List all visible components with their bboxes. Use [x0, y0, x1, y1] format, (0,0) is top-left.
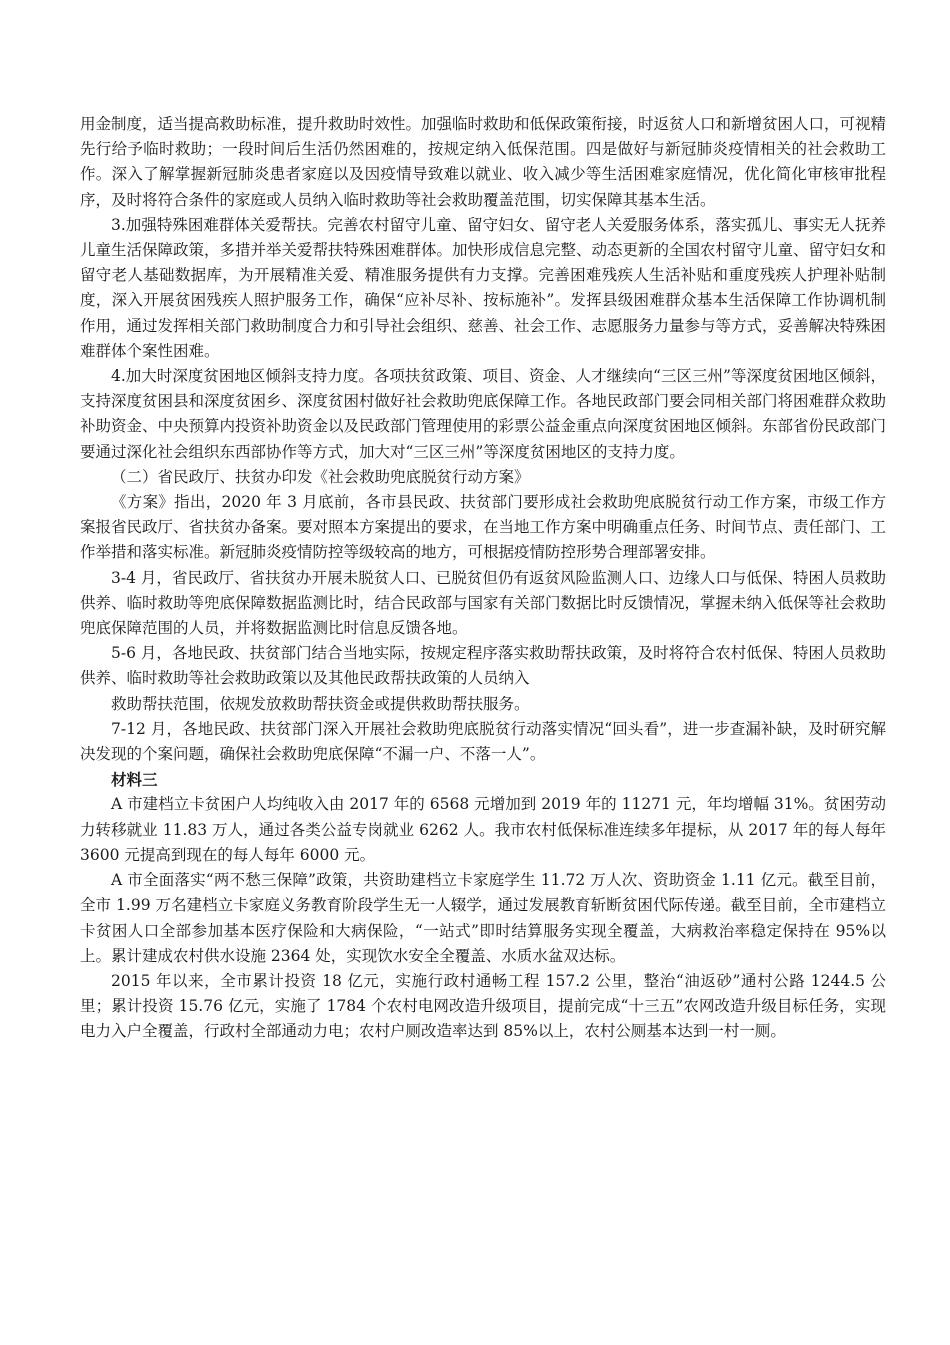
paragraph-may-june-continued: 救助帮扶范围，依规发放救助帮扶资金或提供救助帮扶服务。	[111, 694, 530, 713]
section-heading-action-plan: （二）省民政厅、扶贫办印发《社会救助兜底脱贫行动方案》	[111, 467, 530, 486]
paragraph-may-june: 5-6 月，各地民政、扶贫部门结合当地实际，按规定程序落实救助帮扶政策，及时将符合农村低保、特困人员救助供养、临时救助等社会救助政策以及其他民政帮扶政策的人员纳入	[80, 644, 886, 688]
paragraph-two-no-worries: A 市全面落实“两不愁三保障”政策，共资助建档立卡家庭学生 11.72 万人次、资助资金 1.11 亿元。截至目前，全市 1.99 万名建档立卡家庭义务教育阶段学生无一人辍学，通过发展教育斩断贫困代际传递。截至目前，全市建档立卡贫困人口全部参加基本医疗保险和大病保险，“一站式”即时结算服务实现全覆盖，大病救治率稳定保持在 95%以上。累计建成农村供水设施 2364 处，实现饮水安全全覆盖、水质水盆双达标。	[80, 871, 886, 965]
paragraph-july-december: 7-12 月，各地民政、扶贫部门深入开展社会救助兜底脱贫行动落实情况“回头看”，进一步查漏补缺，及时研究解决发现的个案问题，确保社会救助兜底保障“不漏一户、不落一人”。	[80, 719, 886, 764]
paragraph-income-growth: A 市建档立卡贫困户人均纯收入由 2017 年的 6568 元增加到 2019 年的 11271 元，年均增幅 31%。贫困劳动力转移就业 11.83 万人，通过各类公益专岗就业 6262 人。我市农村低保标准连续多年提标，从 2017 年的每人每年 3600 元提高到现在的每人每年 6000 元。	[80, 795, 886, 864]
paragraph-march-april: 3-4 月，省民政厅、省扶贫办开展未脱贫人口、已脱贫但仍有返贫风险监测人口、边缘人口与低保、特困人员救助供养、临时救助等兜底保障数据监测比时，结合民政部与国家有关部门数据比时反馈情况，掌握未纳入低保等社会救助兜底保障范围的人员，并将数据监测比时信息反馈各地。	[80, 568, 887, 638]
paragraph-social-assistance-continuation: 用金制度，适当提高救助标准，提升救助时效性。加强临时救助和低保政策衔接，时返贫人口和新增贫困人口，可视精先行给予临时救助；一段时间后生活仍然困难的，按规定纳入低保范围。四是做好与新冠肺炎疫情相关的社会救助工作。深入了解掌握新冠肺炎患者家庭以及因疫情导致难以就业、收入减少等生活困难家庭情况，优化简化审核审批程序，及时将符合条件的家庭或人员纳入临时救助等社会救助覆盖范围，切实保障其基本生活。	[80, 115, 887, 209]
document-page	[80, 112, 886, 1045]
paragraph-special-groups: 3.加强特殊困难群体关爱帮扶。完善农村留守儿童、留守妇女、留守老人关爱服务体系，落实孤儿、事实无人抚养儿童生活保障政策，多措并举关爱帮扶特殊困难群体。加快形成信息完整、动态更新的全国农村留守儿童、留守妇女和留守老人基础数据库，为开展精准关爱、精准服务提供有力支撑。完善困难残疾人生活补贴和重度残疾人护理补贴制度，深入开展贫困残疾人照护服务工作，确保“应补尽补、按标施补”。发挥县级困难群众基本生活保障工作协调机制作用，通过发挥相关部门救助制度合力和引导社会组织、慈善、社会工作、志愿服务力量参与等方式，妥善解决特殊困难群体个案性困难。	[80, 215, 887, 360]
paragraph-deep-poverty-areas: 4.加大时深度贫困地区倾斜支持力度。各项扶贫政策、项目、资金、人才继续向“三区三州”等深度贫困地区倾斜，支持深度贫困县和深度贫困乡、深度贫困村做好社会救助兜底保障工作。各地民政部门要会同相关部门将困难群众救助补助资金、中央预算内投资补助资金以及民政部门管理使用的彩票公益金重点向深度贫困地区倾斜。东部省份民政部门要通过深化社会组织东西部协作等方式，加大对“三区三州”等深度贫困地区的支持力度。	[80, 367, 887, 461]
paragraph-infrastructure: 2015 年以来，全市累计投资 18 亿元，实施行政村通畅工程 157.2 公里，整治“油返砂”通村公路 1244.5 公里；累计投资 15.76 亿元，实施了 1784 个农村电网改造升级项目，提前完成“十三五”农网改造升级目标任务，实现电力入户全覆盖，行政村全部通动力电；农村户厕改造率达到 85%以上，农村公厕基本达到一村一厕。	[80, 971, 886, 1041]
material-three-heading: 材料三	[111, 770, 158, 790]
paragraph-plan-overview: 《方案》指出，2020 年 3 月底前，各市县民政、扶贫部门要形成社会救助兜底脱贫行动工作方案，市级工作方案报省民政厅、省扶贫办备案。要对照本方案提出的要求，在当地工作方案中明确重点任务、时间节点、责任部门、工作举措和落实标准。新冠肺炎疫情防控等级较高的地方，可根据疫情防控形势合理部署安排。	[80, 493, 887, 562]
